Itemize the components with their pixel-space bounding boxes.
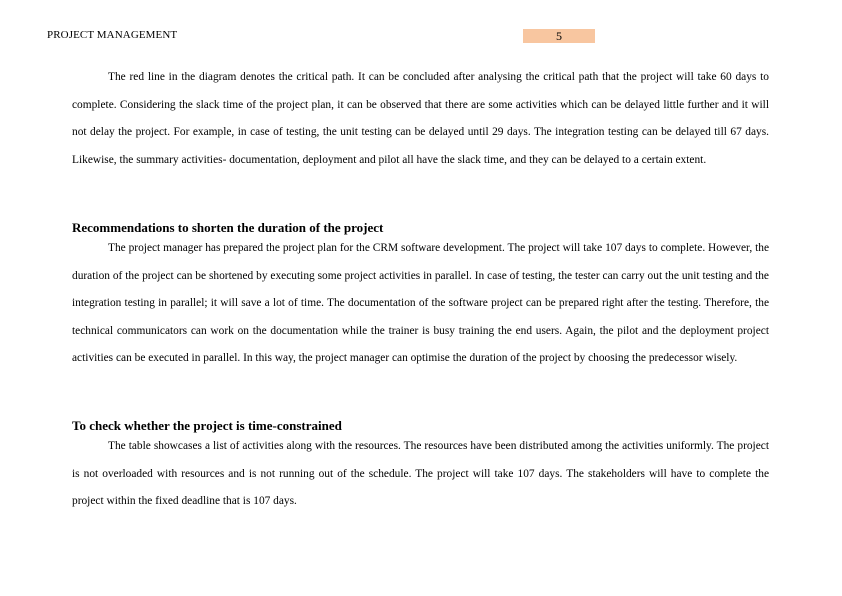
running-header-title: PROJECT MANAGEMENT <box>47 29 178 41</box>
heading-recommendations: Recommendations to shorten the duration of the project <box>72 220 384 235</box>
paragraph-time-constrained: The table showcases a list of activities along with the resources. The resources have been distributed among the activities uniformly. The project is not overloaded with resources and is not running out of the schedule. The project will take 107 days. The stakeholders will have to complete the project within the fixed deadline that is 107 days. <box>72 440 769 508</box>
heading-time-constrained: To check whether the project is time-constrained <box>72 418 342 433</box>
paragraph-recommendations: The project manager has prepared the project plan for the CRM software development. The project will take 107 days to complete. However, the duration of the project can be shortened by executing some project activities in parallel. In case of testing, the tester can carry out the unit testing and the integration testing in parallel; it will save a lot of time. The documentation of the software project can be prepared right after the testing. Therefore, the technical communicators can work on the documentation while the trainer is busy training the end users. Again, the pilot and the deployment project activities can be executed in parallel. In this way, the project manager can optimise the duration of the project by choosing the predecessor wisely. <box>72 242 769 365</box>
page-number-badge: 5 <box>523 29 595 43</box>
paragraph-critical-path: The red line in the diagram denotes the critical path. It can be concluded after analysing the critical path that the project will take 60 days to complete. Considering the slack time of the project plan, it can be observed that there are some activities which can be delayed little further and it will not delay the project. For example, in case of testing, the unit testing can be delayed until 29 days. The integration testing can be delayed till 67 days. Likewise, the summary activities- documentation, deployment and pilot all have the slack time, and they can be delayed to a certain extent. <box>72 71 769 166</box>
